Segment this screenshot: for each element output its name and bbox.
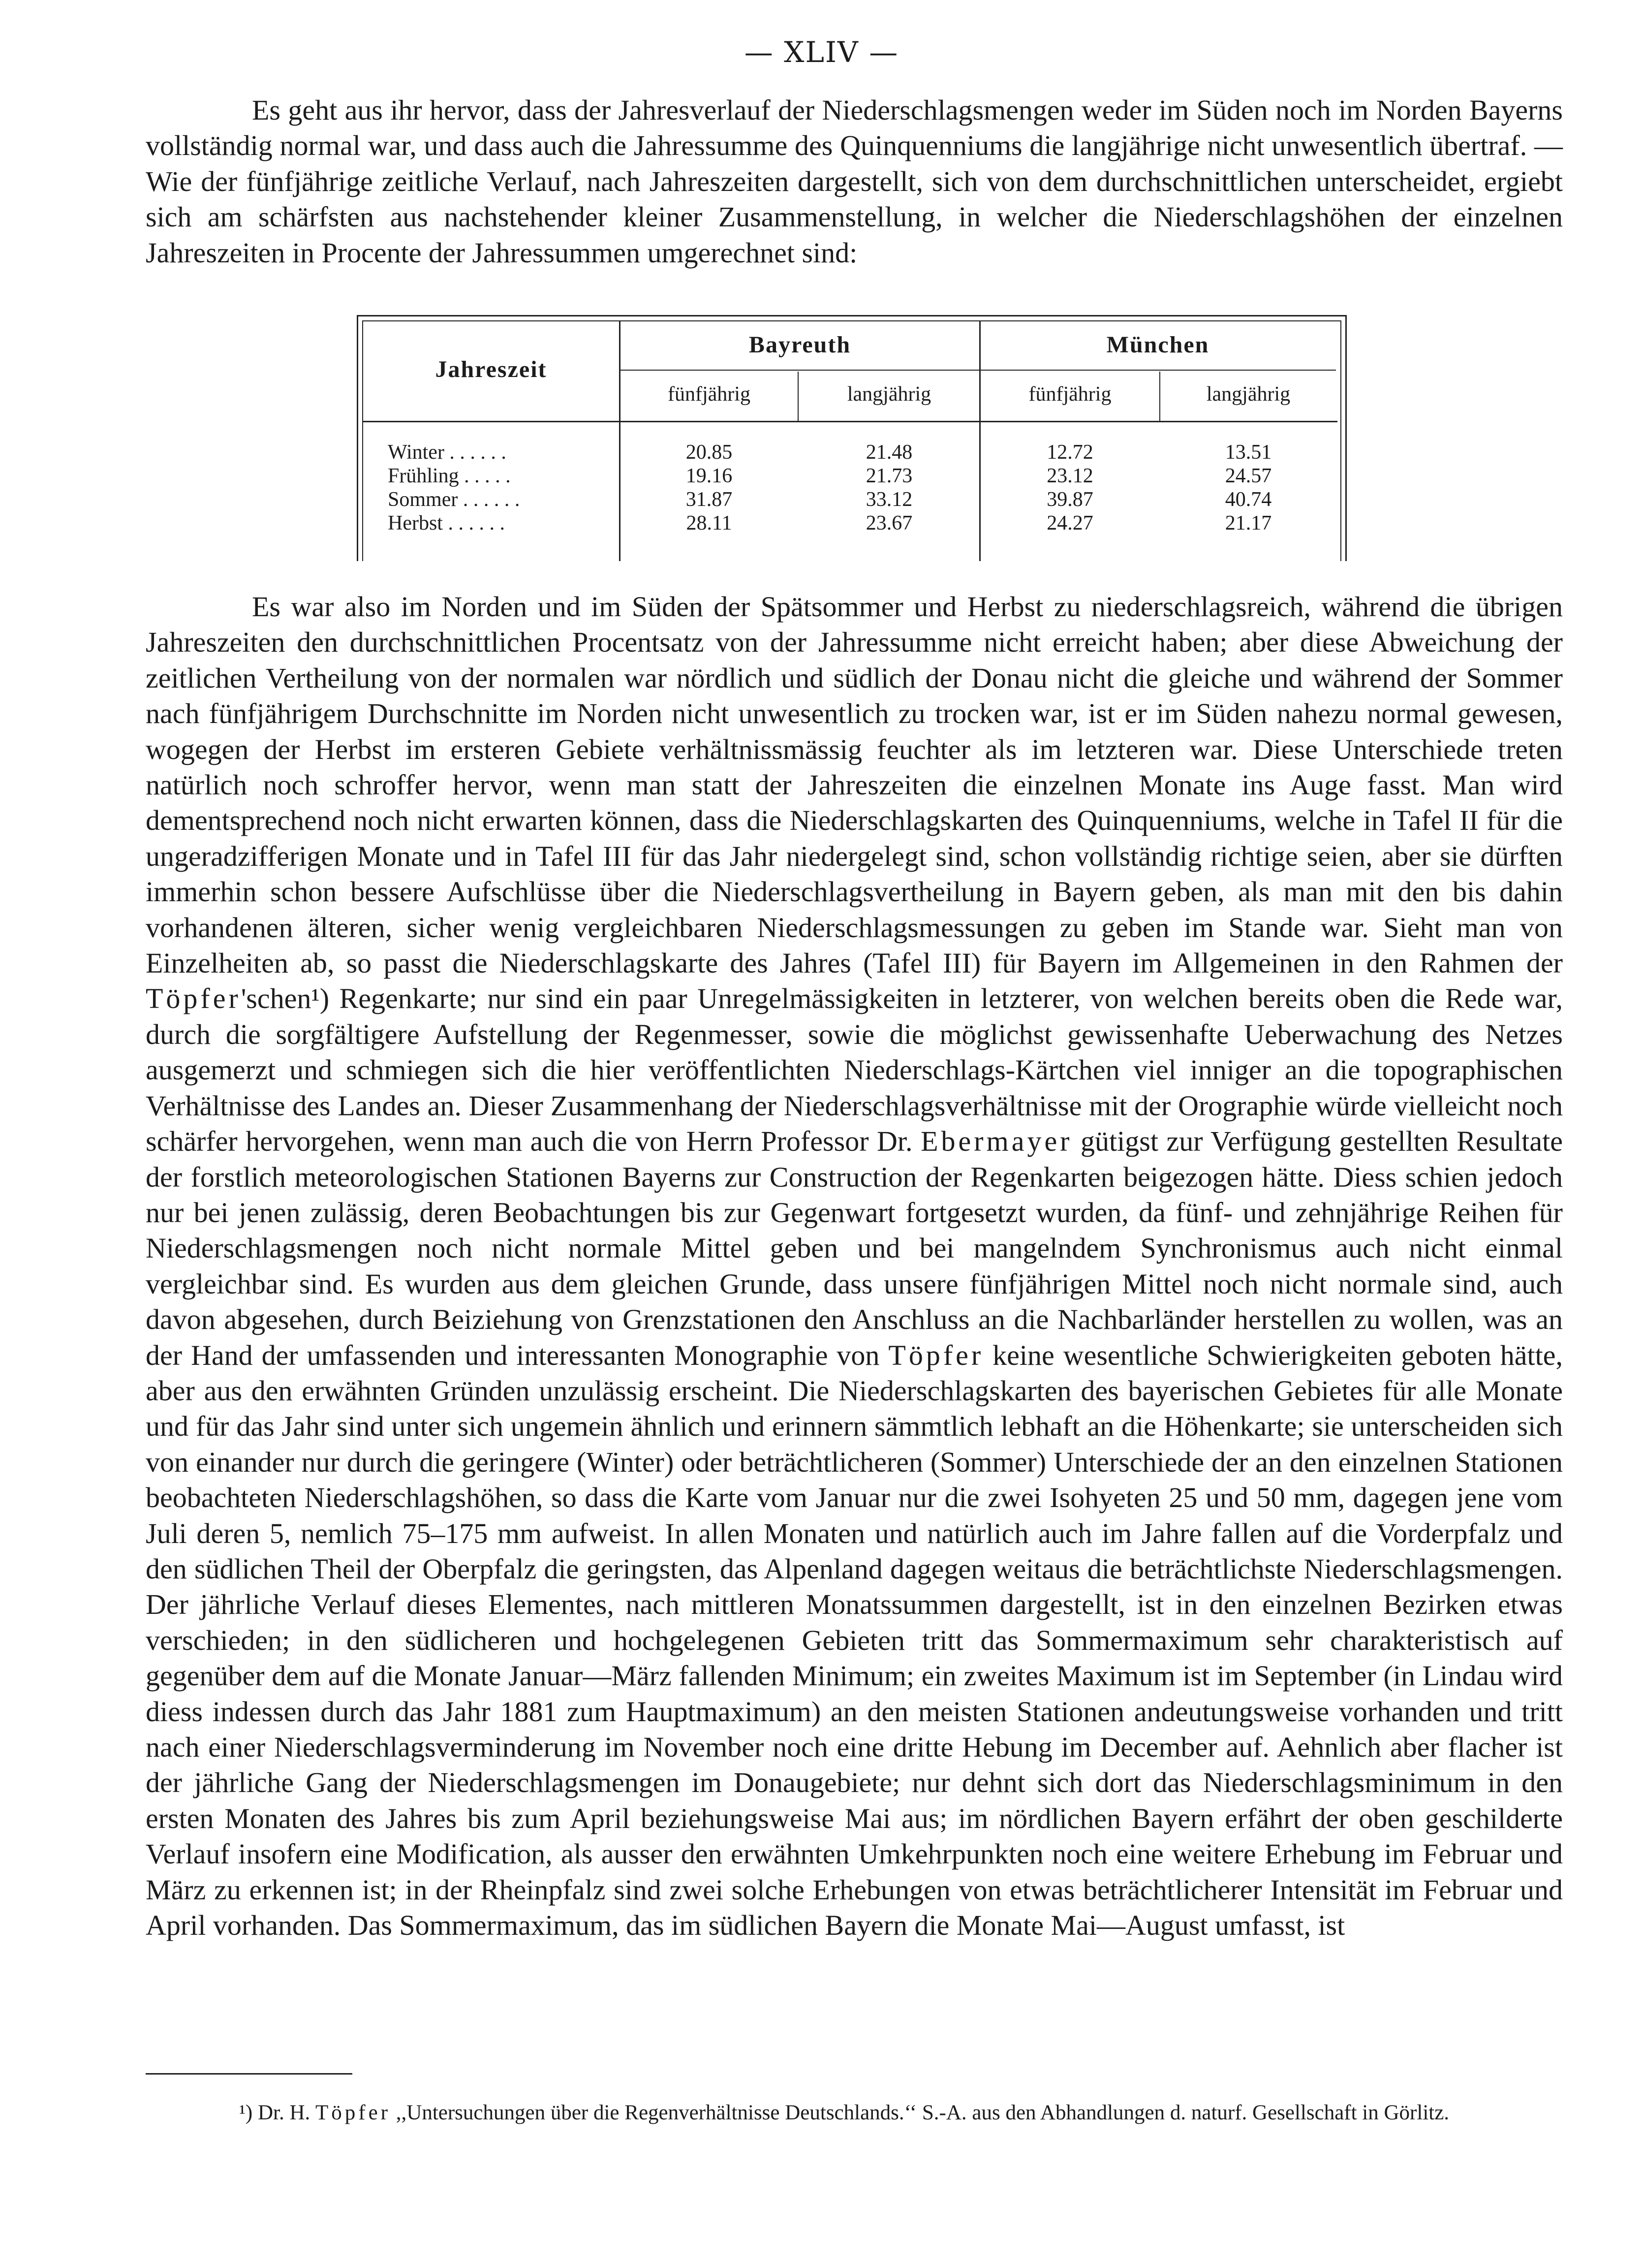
footnote-author: Töpfer xyxy=(315,2101,391,2124)
paragraph-text: 'schen¹) Regenkarte; nur sind ein paar Unregelmässigkeiten in letzterer, von welchen bereits oben die Rede war, durch die sorgfältigere Aufstellung der Regenmesser, sowie die möglichst gewissenhafte Ueberwachung des Netzes ausgemerzt und schmiegen sich die hier veröffentlichten Niederschlags-Kärtchen viel inniger an die topographischen Verhältnisse des Landes an. Dieser Zusammenhang der Niederschlagsverhältnisse mit der Orographie würde vielleicht noch schärfer hervorgehen, wenn man auch die von Herrn Professor Dr. xyxy=(146,982,1563,1158)
footnote-marker: ¹) Dr. H. xyxy=(239,2101,310,2124)
row-season: Sommer . . . . . . xyxy=(388,488,520,511)
header-bayreuth: Bayreuth xyxy=(748,332,851,358)
precipitation-table xyxy=(357,315,1347,561)
subheader-bayreuth-long: langjährig xyxy=(847,383,931,406)
cell-value: 23.12 xyxy=(1047,465,1093,487)
author-name: Ebermayer xyxy=(921,1125,1073,1158)
author-name: Töpfer xyxy=(146,982,241,1015)
cell-value: 23.67 xyxy=(866,512,913,535)
cell-value: 24.27 xyxy=(1047,512,1093,535)
cell-value: 19.16 xyxy=(685,465,733,487)
paragraph-text: gütigst zur Verfügung gestellten Resultate der forstlich meteorologischen Stationen Bayerns zur Construction der Regenkarten beigezogen hätte. Diess schien jedoch nur bei jenen zulässig, deren Beobachtungen bis zur Gegenwart fortgesetzt wurden, da fünf- und zehnjährige Reihen für Niederschlagsmengen noch nicht normale Mittel geben und bei mangelndem Synchronismus auch nicht einmal vergleichbar sind. Es wurden aus dem gleichen Grunde, dass unsere fünfjährigen Mittel noch nicht normale sind, auch davon abgesehen, durch Beiziehung von Grenzstationen den Anschluss an die Nachbarländer herstellen zu wollen, was an der Hand der umfassenden und interessanten Monographie von xyxy=(146,1125,1563,1371)
cell-value: 21.17 xyxy=(1225,512,1272,535)
footnote-text: ,,Untersuchungen über die Regenverhältnisse Deutschlands.‘‘ S.-A. aus den Abhandlungen d. naturf. Gesellschaft in Görlitz. xyxy=(396,2101,1450,2124)
footnote xyxy=(146,2098,1563,2128)
subheader-muenchen-5yr: fünfjährig xyxy=(1028,383,1112,406)
paragraph-main xyxy=(146,589,1563,1943)
table-subdivider xyxy=(798,372,799,421)
cell-value: 20.85 xyxy=(685,441,733,464)
table-rule xyxy=(620,370,1336,371)
paragraph-text: keine wesentliche Schwierigkeiten geboten hätte, aber aus den erwähnten Gründen unzulässig erscheint. Die Niederschlagskarten des bayerischen Gebietes für alle Monate und für das Jahr sind unter sich ungemein ähnlich und erinnern sämmtlich lebhaft an die Höhenkarte; sie unterscheiden sich von einander nur durch die geringere (Winter) oder beträchtlicheren (Sommer) Unterschiede der an den einzelnen Stationen beobachteten Niederschlagshöhen, so dass die Karte vom Januar nur die zwei Isohyeten 25 und 50 mm, dagegen jene vom Juli deren 5, nemlich 75–175 mm aufweist. In allen Monaten und natürlich auch im Jahre fallen auf die Vorderpfalz und den südlichen Theil der Oberpfalz die geringsten, das Alpenland dagegen weitaus die beträchtlichste Niederschlagsmengen. Der jährliche Verlauf dieses Elementes, nach mittleren Monatssummen dargestellt, ist in den einzelnen Bezirken etwas verschieden; in den südlicheren und hochgelegenen Gebieten tritt das Sommermaximum sehr charakteristisch auf gegenüber dem auf die Monate Januar—März fallenden Minimum; ein zweites Maximum ist im September (in Lindau wird diess indessen durch das Jahr 1881 zum Hauptmaximum) an den meisten Stationen andeutungsweise vorhanden und tritt nach einer Niederschlagsverminderung im November noch eine dritte Hebung im December auf. Aehnlich aber flacher ist der jährliche Gang der Niederschlagsmengen im Donaugebiete; nur dehnt sich dort das Niederschlagsminimum in den ersten Monaten des Jahres bis zum April beziehungsweise Mai aus; im nördlichen Bayern erfährt der oben geschilderte Verlauf insofern eine Modification, als ausser den erwähnten Umkehrpunkten noch eine weitere Erhebung im Februar und März zu erkennen ist; in der Rheinpfalz sind zwei solche Erhebungen von etwas beträchtlicherer Intensität im Februar und April vorhanden. Das Sommermaximum, das im südlichen Bayern die Monate Mai—August umfasst, ist xyxy=(146,1339,1563,1942)
cell-value: 21.73 xyxy=(866,465,913,487)
cell-value: 21.48 xyxy=(866,441,913,464)
row-season: Winter . . . . . . xyxy=(388,441,506,464)
header-season: Jahreszeit xyxy=(435,356,547,382)
footnote-rule xyxy=(146,2073,352,2075)
cell-value: 39.87 xyxy=(1047,488,1093,511)
cell-value: 31.87 xyxy=(685,488,733,511)
header-muenchen: München xyxy=(1106,332,1209,358)
paragraph-intro: Es geht aus ihr hervor, dass der Jahresverlauf der Niederschlagsmengen weder im Süden noch im Norden Bayerns vollständig normal war, und dass auch die Jahressumme des Quinquenniums die langjährige nicht unwesentlich übertraf. — Wie der fünfjährige zeitliche Verlauf, nach Jahreszeiten dargestellt, sich von dem durchschnittlichen unterscheidet, ergiebt sich am schärfsten aus nachstehender kleiner Zusammenstellung, in welcher die Niederschlagshöhen der einzelnen Jahreszeiten in Procente der Jahressummen umgerechnet sind: xyxy=(146,94,1563,269)
author-name: Töpfer xyxy=(888,1339,984,1371)
cell-value: 33.12 xyxy=(866,488,913,511)
subheader-muenchen-long: langjährig xyxy=(1206,383,1291,406)
table-rule xyxy=(363,421,1337,422)
cell-value: 12.72 xyxy=(1047,441,1093,464)
page-number: — XLIV — xyxy=(744,35,899,69)
row-season: Frühling . . . . . xyxy=(388,465,511,487)
cell-value: 13.51 xyxy=(1225,441,1272,464)
cell-value: 28.11 xyxy=(686,512,732,535)
paragraph-text: Es war also im Norden und im Süden der Spätsommer und Herbst zu niederschlagsreich, während die übrigen Jahreszeiten den durchschnittlichen Procentsatz von der Jahressumme nicht erreicht haben; aber diese Abweichung der zeitlichen Vertheilung von der normalen war nördlich und südlich der Donau nicht die gleiche und während der Sommer nach fünfjährigem Durchschnitte im Norden nicht unwesentlich zu trocken war, ist er im Süden nahezu normal gewesen, wogegen der Herbst im ersteren Gebiete verhältnissmässig feuchter als im letzteren war. Diese Unterschiede treten natürlich noch schroffer hervor, wenn man statt der Jahreszeiten die einzelnen Monate ins Auge fasst. Man wird dementsprechend noch nicht erwarten können, dass die Niederschlagskarten des Quinquenniums, welche in Tafel II für die ungeradzifferigen Monate und in Tafel III für das Jahr niedergelegt sind, schon vollständig richtige seien, aber sie dürften immerhin schon bessere Aufschlüsse über die Niederschlagsvertheilung in Bayern geben, als man mit den bis dahin vorhandenen älteren, sicher wenig vergleichbaren Niederschlagsmessungen zu geben im Stande war. Sieht man von Einzelheiten ab, so passt die Niederschlagskarte des Jahres (Tafel III) für Bayern im Allgemeinen in den Rahmen der xyxy=(146,591,1563,979)
table-subdivider xyxy=(1159,372,1160,421)
subheader-bayreuth-5yr: fünfjährig xyxy=(668,383,750,406)
cell-value: 24.57 xyxy=(1225,465,1272,487)
cell-value: 40.74 xyxy=(1225,488,1272,511)
row-season: Herbst . . . . . . xyxy=(388,512,505,535)
